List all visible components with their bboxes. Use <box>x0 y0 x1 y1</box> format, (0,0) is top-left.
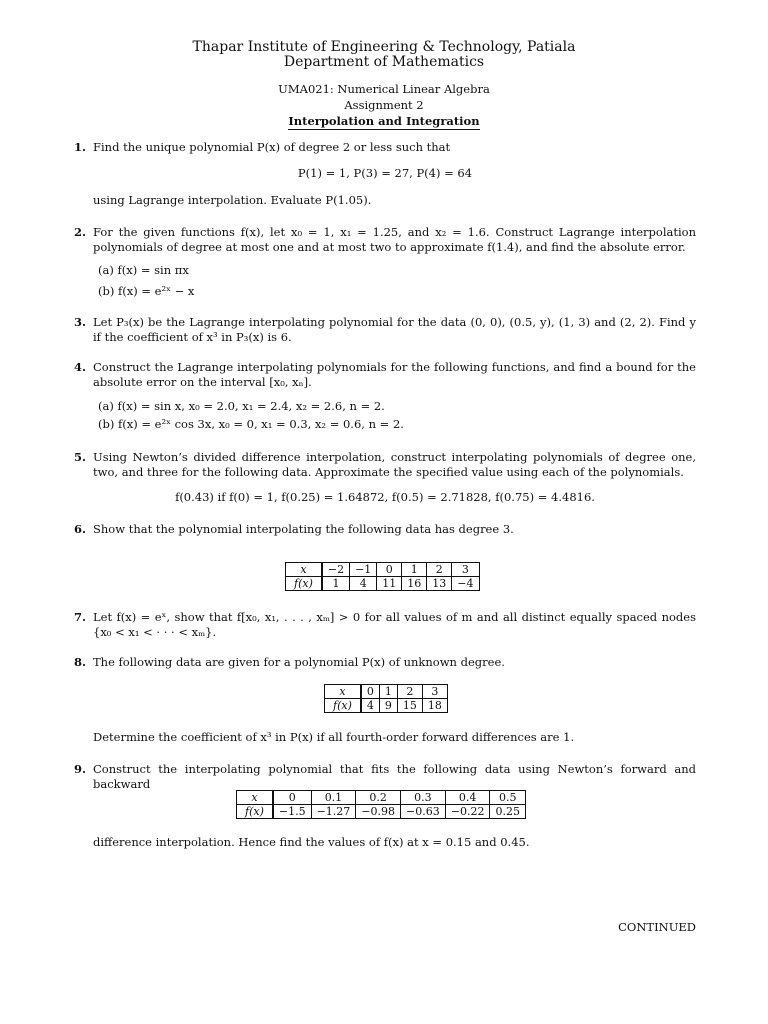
table-cell: 0 <box>273 791 311 805</box>
table-row <box>237 791 526 805</box>
table-cell: −0.98 <box>356 805 401 819</box>
question-number: 1. <box>74 140 87 154</box>
question-text: Show that the polynomial interpolating the following data has degree 3. <box>93 522 514 536</box>
table-cell: 0.1 <box>311 791 356 805</box>
question-9-after: difference interpolation. Hence find the values of f(x) at x = 0.15 and 0.45. <box>93 835 530 849</box>
question-2-part-b: (b) f(x) = e²ˣ − x <box>98 284 195 298</box>
table-cell: 16 <box>402 577 427 591</box>
table-header-x: x <box>286 563 322 577</box>
question-number: 4. <box>74 360 87 374</box>
question-5-display: f(0.43) if f(0) = 1, f(0.25) = 1.64872, f(0.5) = 2.71828, f(0.75) = 4.4816. <box>175 490 595 504</box>
table-cell: 4 <box>350 577 377 591</box>
question-9 <box>74 762 696 792</box>
course-title: UMA021: Numerical Linear Algebra <box>278 82 490 96</box>
table-cell: 0.2 <box>356 791 401 805</box>
question-9-table <box>236 790 526 819</box>
table-cell: −2 <box>322 563 350 577</box>
table-cell: −0.22 <box>445 805 490 819</box>
table-cell: 9 <box>379 699 397 713</box>
table-row <box>286 563 480 577</box>
question-4 <box>74 360 696 390</box>
topic-title-text: Interpolation and Integration <box>288 114 480 128</box>
question-number: 5. <box>74 450 87 464</box>
question-1-after: using Lagrange interpolation. Evaluate P(1.05). <box>93 193 372 207</box>
table-row <box>286 577 480 591</box>
table-header-fx: f(x) <box>286 577 322 591</box>
table-cell: 0.5 <box>490 791 526 805</box>
question-number: 8. <box>74 655 87 669</box>
question-4-part-b: (b) f(x) = e²ˣ cos 3x, x₀ = 0, x₁ = 0.3, x₂ = 0.6, n = 2. <box>98 417 404 431</box>
question-2 <box>74 225 696 255</box>
question-text: Find the unique polynomial P(x) of degree 2 or less such that <box>93 140 451 154</box>
question-8-table <box>324 684 448 713</box>
table-cell: −0.63 <box>401 805 446 819</box>
table-cell: 2 <box>427 563 452 577</box>
question-text: Let P₃(x) be the Lagrange interpolating polynomial for the data (0, 0), (0.5, y), (1, 3) and (2, 2). Find y if the coefficient of x³ in P₃(x) is 6. <box>93 315 696 344</box>
table-cell: 1 <box>322 577 350 591</box>
question-number: 3. <box>74 315 87 329</box>
question-7 <box>74 610 696 640</box>
table-cell: 2 <box>397 685 422 699</box>
table-row <box>237 805 526 819</box>
question-number: 9. <box>74 762 87 776</box>
table-cell: 11 <box>377 577 402 591</box>
question-1-display: P(1) = 1, P(3) = 27, P(4) = 64 <box>297 166 473 180</box>
question-text: Let f(x) = eˣ, show that f[x₀, x₁, . . . , xₘ] > 0 for all values of m and all distinct equally spaced nodes {x₀ < x₁ < · · · < xₘ}. <box>93 610 696 639</box>
question-4-part-a: (a) f(x) = sin x, x₀ = 2.0, x₁ = 2.4, x₂ = 2.6, n = 2. <box>98 399 385 413</box>
table-cell: 0 <box>377 563 402 577</box>
table-header-fx: f(x) <box>325 699 361 713</box>
table-cell: 15 <box>397 699 422 713</box>
question-6 <box>74 522 696 537</box>
question-text: Construct the Lagrange interpolating polynomials for the following functions, and find a bound for the absolute error on the interval [x₀, xₙ]. <box>93 360 696 389</box>
question-number: 7. <box>74 610 87 624</box>
table-cell: 1 <box>379 685 397 699</box>
question-5 <box>74 450 696 480</box>
table-cell: 0.3 <box>401 791 446 805</box>
table-cell: −1.27 <box>311 805 356 819</box>
table-cell: 18 <box>422 699 447 713</box>
question-number: 2. <box>74 225 87 239</box>
topic-title <box>0 114 768 130</box>
table-cell: 4 <box>361 699 380 713</box>
question-text: Construct the interpolating polynomial that fits the following data using Newton’s forward and backward <box>93 762 696 791</box>
table-row <box>325 699 448 713</box>
table-cell: 3 <box>452 563 479 577</box>
department-name: Department of Mathematics <box>283 54 485 70</box>
question-text: For the given functions f(x), let x₀ = 1, x₁ = 1.25, and x₂ = 1.6. Construct Lagrange interpolation polynomials of degree at most one and at most two to approximate f(1.4), and find the absolute error. <box>93 225 696 254</box>
table-cell: 1 <box>402 563 427 577</box>
table-cell: 0 <box>361 685 380 699</box>
question-3 <box>74 315 696 345</box>
table-cell: 3 <box>422 685 447 699</box>
table-cell: −1 <box>350 563 377 577</box>
question-8-after: Determine the coefficient of x³ in P(x) if all fourth-order forward differences are 1. <box>93 730 575 744</box>
table-cell: −4 <box>452 577 479 591</box>
question-text: Using Newton’s divided difference interpolation, construct interpolating polynomials of degree one, two, and three for the following data. Approximate the specified value using each of the polynomials. <box>93 450 696 479</box>
institute-name: Thapar Institute of Engineering & Technology, Patiala <box>192 39 576 55</box>
table-cell: −1.5 <box>273 805 311 819</box>
question-number: 6. <box>74 522 87 536</box>
question-text: The following data are given for a polynomial P(x) of unknown degree. <box>93 655 505 669</box>
table-row <box>325 685 448 699</box>
question-1 <box>74 140 696 155</box>
question-2-part-a: (a) f(x) = sin πx <box>98 263 189 277</box>
table-cell: 13 <box>427 577 452 591</box>
question-6-table <box>285 562 480 591</box>
table-header-fx: f(x) <box>237 805 273 819</box>
question-8 <box>74 655 696 670</box>
assignment-title: Assignment 2 <box>344 98 424 112</box>
table-header-x: x <box>325 685 361 699</box>
table-cell: 0.4 <box>445 791 490 805</box>
table-cell: 0.25 <box>490 805 526 819</box>
continued-label: CONTINUED <box>618 920 696 934</box>
table-header-x: x <box>237 791 273 805</box>
